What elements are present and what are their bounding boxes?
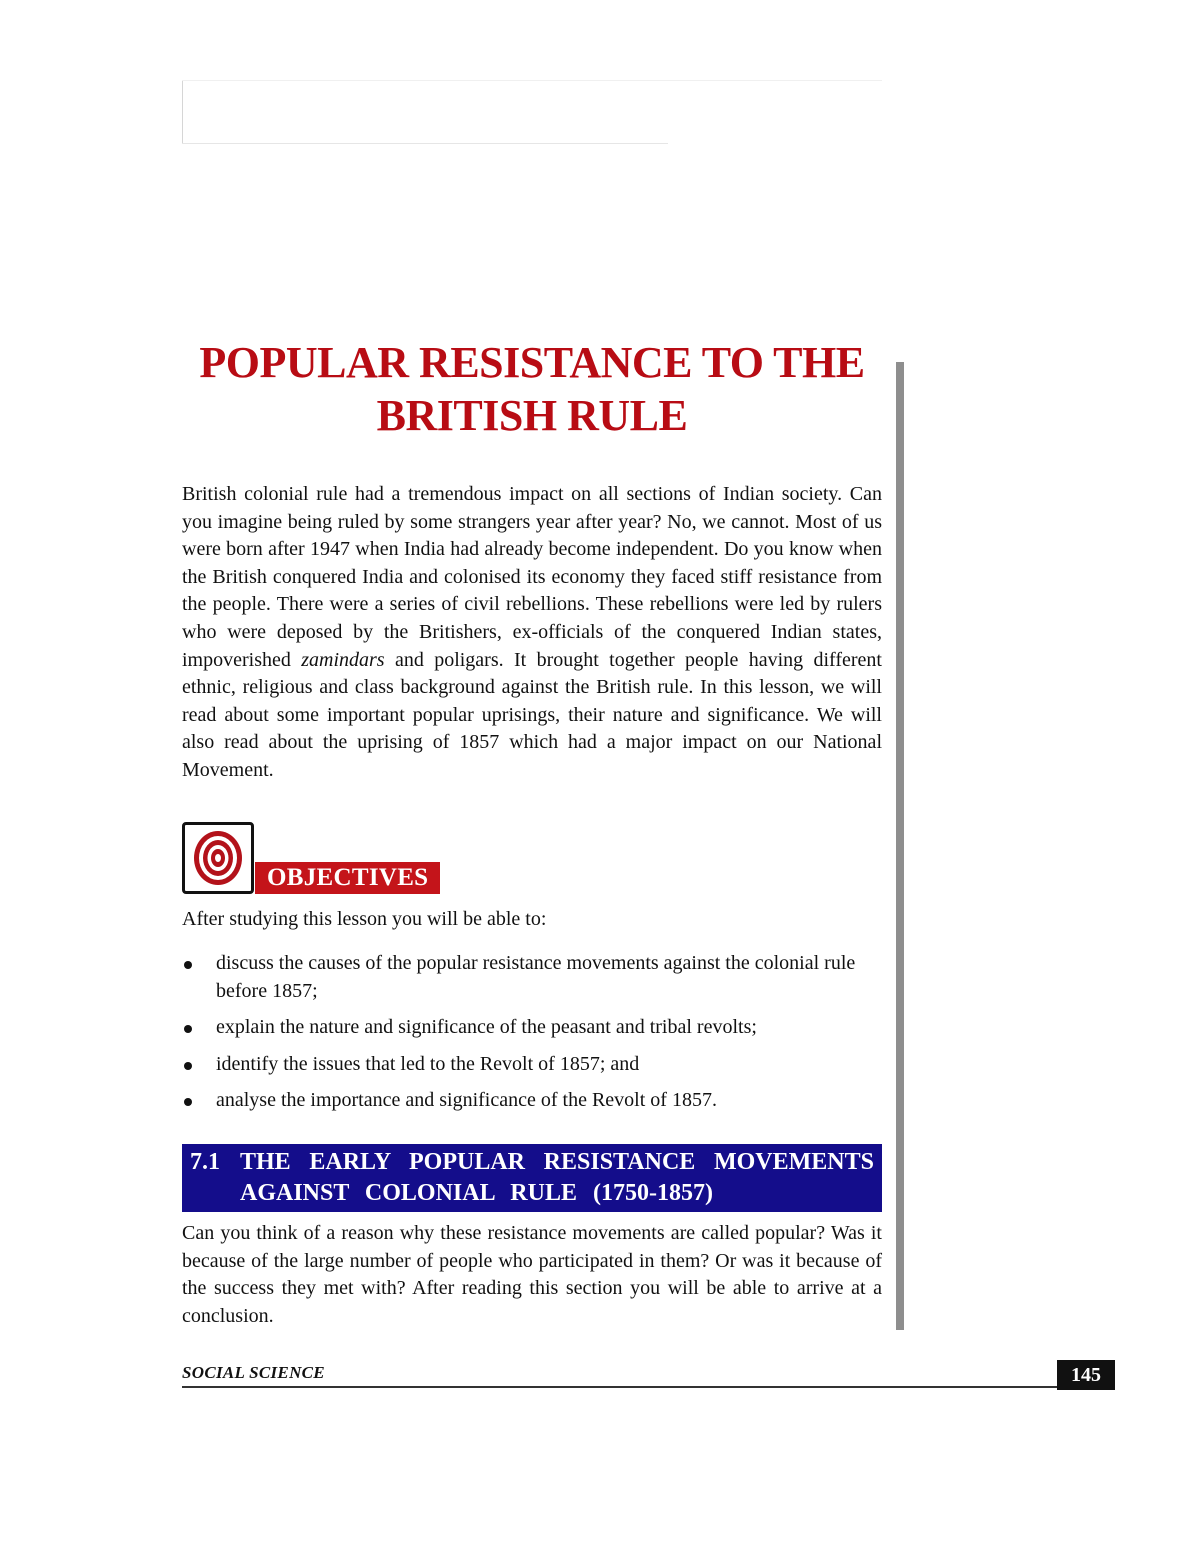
section-heading-line1: THE EARLY POPULAR RESISTANCE MOVEMENTS — [240, 1149, 874, 1175]
objective-text: discuss the causes of the popular resistance movements against the colonial rule before 1857; — [216, 952, 856, 1002]
intro-italic-term: zamindars — [301, 648, 385, 671]
page-title-line2: BRITISH RULE — [376, 391, 688, 440]
objective-item — [182, 950, 882, 1005]
intro-text-part2: and poligars. It brought together people having different ethnic, religious and class background against the British rule. In this lesson, we will read about some important popular uprisings, their nature and significance. We will also read about the uprising of 1857 which had a major impact on our National Movement. — [182, 648, 882, 781]
bullet-icon — [184, 1062, 192, 1070]
section-heading-line2: AGAINST COLONIAL RULE (1750-1857) — [240, 1180, 713, 1206]
objective-text: analyse the importance and significance of the Revolt of 1857. — [216, 1089, 717, 1112]
header-frame — [182, 80, 882, 143]
objective-item — [182, 1014, 882, 1042]
page-number: 145 — [1057, 1360, 1115, 1390]
objective-item — [182, 1087, 882, 1115]
target-icon — [182, 822, 254, 894]
header-horizontal-rule — [182, 143, 668, 144]
bullet-icon — [184, 961, 192, 969]
footer-subject: SOCIAL SCIENCE — [182, 1363, 325, 1382]
objective-text: explain the nature and significance of the peasant and tribal revolts; — [216, 1016, 757, 1039]
header-vertical-rule — [182, 81, 183, 143]
section-number: 7.1 — [190, 1149, 220, 1175]
bullet-icon — [184, 1025, 192, 1033]
bullet-icon — [184, 1098, 192, 1106]
page-title-line1: POPULAR RESISTANCE TO THE — [199, 338, 865, 387]
objective-text: identify the issues that led to the Revolt of 1857; and — [216, 1052, 640, 1075]
objective-item — [182, 1051, 882, 1079]
objectives-lead: After studying this lesson you will be able to: — [182, 908, 547, 930]
section-heading — [182, 1144, 882, 1212]
page-title — [182, 336, 882, 442]
objectives-label: OBJECTIVES — [255, 862, 440, 894]
footer-rule — [182, 1386, 1115, 1388]
objectives-list — [182, 950, 882, 1124]
margin-rule — [896, 362, 904, 1330]
intro-text-part1: British colonial rule had a tremendous impact on all sections of Indian society. Can you imagine being ruled by some strangers year after year? No, we cannot. Most of us were born after 1947 when India had already become independent. Do you know when the British conquered India and colonised its economy they faced stiff resistance from the people. There were a series of civil rebellions. These rebellions were led by rulers who were deposed by the Britishers, ex-officials of the conquered Indian states, impoverished — [182, 483, 882, 671]
intro-paragraph — [182, 481, 882, 785]
section-paragraph: Can you think of a reason why these resistance movements are called popular? Was it because of the large number of people who participated in them? Or was it because of the success they met with? After reading this section you will be able to arrive at a conclusion. — [182, 1222, 882, 1327]
